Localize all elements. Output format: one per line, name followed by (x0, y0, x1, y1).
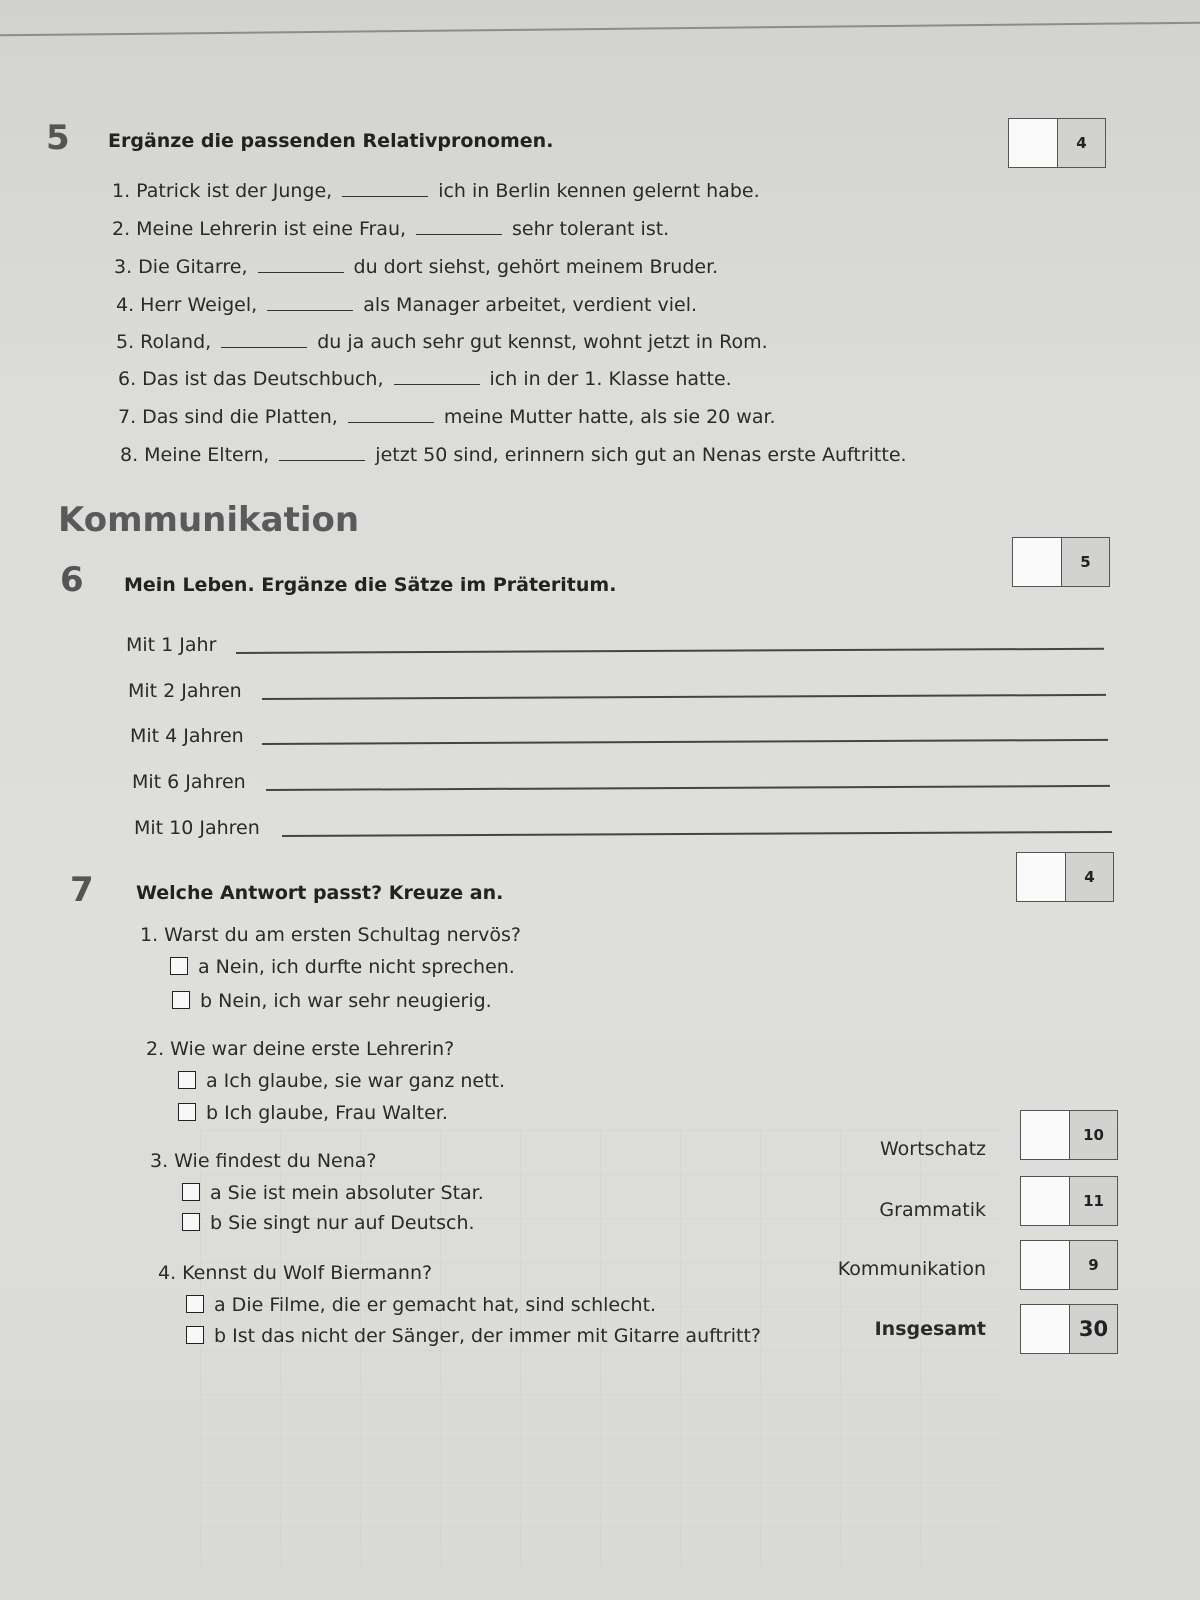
exercise-7-number: 7 (70, 870, 94, 910)
summary-score-box-kommunikation (1020, 1240, 1118, 1290)
summary-score-box-wortschatz (1020, 1110, 1118, 1160)
ex7-q2-option-b[interactable]: b Ich glaube, Frau Walter. (178, 1102, 448, 1124)
answer-blank[interactable] (342, 178, 428, 197)
ex6-prompt-5: Mit 10 Jahren (134, 817, 260, 839)
ex5-item-2: 2. Meine Lehrerin ist eine Frau, sehr tolerant ist. (112, 218, 670, 240)
ex7-q1-option-b[interactable]: b Nein, ich war sehr neugierig. (172, 990, 492, 1012)
answer-blank[interactable] (267, 292, 353, 311)
answer-line[interactable] (236, 648, 1104, 654)
answer-line[interactable] (266, 785, 1110, 791)
page-top-rule (0, 22, 1200, 37)
summary-label-kommunikation: Kommunikation (837, 1258, 986, 1280)
score-entry-field[interactable] (1021, 1111, 1070, 1159)
ex6-prompt-3: Mit 4 Jahren (130, 725, 244, 747)
exercise-7-score-box (1016, 852, 1114, 902)
exercise-5-title: Ergänze die passenden Relativpronomen. (108, 130, 554, 152)
ex5-item-1: 1. Patrick ist der Junge, ich in Berlin kennen gelernt habe. (112, 180, 760, 202)
ex7-q1-option-a[interactable]: a Nein, ich durfte nicht sprechen. (170, 956, 515, 978)
answer-line[interactable] (262, 694, 1106, 700)
score-entry-field[interactable] (1009, 119, 1058, 167)
answer-blank[interactable] (258, 254, 344, 273)
summary-label-wortschatz: Wortschatz (879, 1138, 986, 1160)
ex7-question-3: 3. Wie findest du Nena? (150, 1150, 377, 1172)
summary-score-box-grammatik (1020, 1176, 1118, 1226)
exercise-6-number: 6 (60, 560, 84, 600)
answer-line[interactable] (262, 739, 1108, 745)
exercise-7-title: Welche Antwort passt? Kreuze an. (136, 882, 504, 904)
exercise-6-title: Mein Leben. Ergänze die Sätze im Präteritum. (124, 574, 617, 596)
ex5-item-4: 4. Herr Weigel, als Manager arbeitet, verdient viel. (116, 294, 698, 316)
score-max: 4 (1058, 119, 1105, 167)
section-title: Kommunikation (58, 500, 360, 540)
answer-blank[interactable] (394, 366, 480, 385)
score-max: 11 (1070, 1177, 1117, 1225)
checkbox[interactable] (172, 991, 190, 1009)
score-entry-field[interactable] (1021, 1241, 1070, 1289)
checkbox[interactable] (186, 1295, 204, 1313)
exercise-5-score-box (1008, 118, 1106, 168)
score-entry-field[interactable] (1021, 1305, 1070, 1353)
checkbox[interactable] (182, 1213, 200, 1231)
ex7-q3-option-b[interactable]: b Sie singt nur auf Deutsch. (182, 1212, 475, 1234)
ex5-item-8: 8. Meine Eltern, jetzt 50 sind, erinnern sich gut an Nenas erste Auftritte. (120, 444, 907, 466)
score-max: 5 (1062, 538, 1109, 586)
exercise-5-number: 5 (46, 118, 70, 158)
summary-score-box-insgesamt (1020, 1304, 1118, 1354)
score-entry-field[interactable] (1021, 1177, 1070, 1225)
ex7-question-2: 2. Wie war deine erste Lehrerin? (146, 1038, 455, 1060)
score-max: 4 (1066, 853, 1113, 901)
ex6-prompt-1: Mit 1 Jahr (126, 634, 217, 656)
checkbox[interactable] (178, 1071, 196, 1089)
score-entry-field[interactable] (1017, 853, 1066, 901)
answer-blank[interactable] (416, 216, 502, 235)
ex6-prompt-4: Mit 6 Jahren (132, 771, 246, 793)
answer-blank[interactable] (221, 329, 307, 348)
score-max: 9 (1070, 1241, 1117, 1289)
checkbox[interactable] (186, 1326, 204, 1344)
ex5-item-6: 6. Das ist das Deutschbuch, ich in der 1. Klasse hatte. (118, 368, 732, 390)
ex5-item-3: 3. Die Gitarre, du dort siehst, gehört meinem Bruder. (114, 256, 719, 278)
checkbox[interactable] (178, 1103, 196, 1121)
checkbox[interactable] (170, 957, 188, 975)
exercise-6-score-box (1012, 537, 1110, 587)
answer-blank[interactable] (279, 442, 365, 461)
ex7-q2-option-a[interactable]: a Ich glaube, sie war ganz nett. (178, 1070, 505, 1092)
score-max: 30 (1070, 1305, 1117, 1353)
score-entry-field[interactable] (1013, 538, 1062, 586)
ex5-item-5: 5. Roland, du ja auch sehr gut kennst, wohnt jetzt in Rom. (116, 331, 768, 353)
checkbox[interactable] (182, 1183, 200, 1201)
answer-blank[interactable] (348, 404, 434, 423)
ex7-q4-option-a[interactable]: a Die Filme, die er gemacht hat, sind schlecht. (186, 1294, 656, 1316)
summary-label-grammatik: Grammatik (879, 1199, 986, 1221)
ex7-q3-option-a[interactable]: a Sie ist mein absoluter Star. (182, 1182, 484, 1204)
summary-label-insgesamt: Insgesamt (874, 1318, 986, 1340)
ex7-question-1: 1. Warst du am ersten Schultag nervös? (140, 924, 521, 946)
ex7-question-4: 4. Kennst du Wolf Biermann? (158, 1262, 433, 1284)
ex5-item-7: 7. Das sind die Platten, meine Mutter hatte, als sie 20 war. (118, 406, 776, 428)
ex7-q4-option-b[interactable]: b Ist das nicht der Sänger, der immer mit Gitarre auftritt? (186, 1325, 761, 1347)
ex6-prompt-2: Mit 2 Jahren (128, 680, 242, 702)
answer-line[interactable] (282, 831, 1112, 837)
score-max: 10 (1070, 1111, 1117, 1159)
